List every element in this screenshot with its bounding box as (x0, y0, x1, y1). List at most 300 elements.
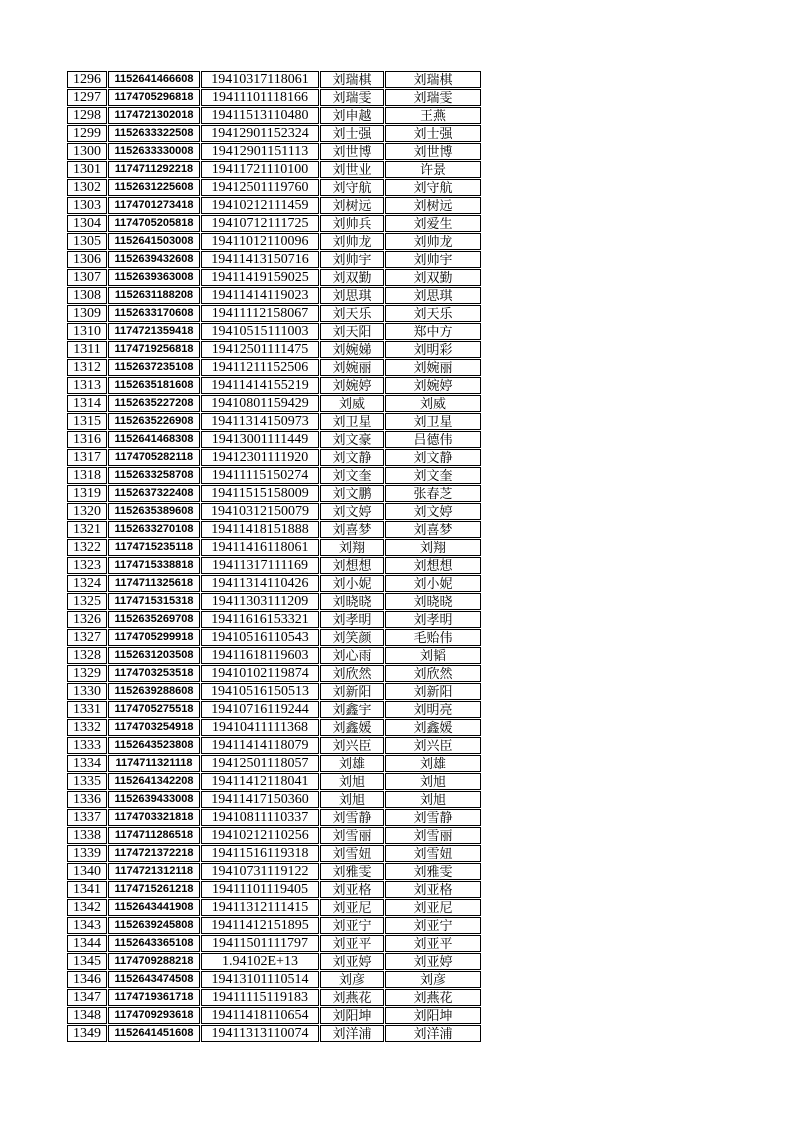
cell-second-name[interactable]: 刘翔 (385, 539, 481, 556)
cell-row-number[interactable]: 1298 (67, 107, 107, 124)
table-row (67, 269, 481, 286)
cell-name[interactable]: 刘雅雯 (320, 863, 384, 880)
cell-second-name[interactable]: 郑中方 (385, 323, 481, 340)
cell-name[interactable]: 刘雪妞 (320, 845, 384, 862)
cell-id-number[interactable]: 19412901152324 (201, 125, 319, 142)
table-row (67, 71, 481, 88)
cell-code-number[interactable]: 1152643474508 (108, 971, 200, 988)
cell-second-name[interactable]: 刘韬 (385, 647, 481, 664)
cell-code-number[interactable]: 1152639245808 (108, 917, 200, 934)
cell-second-name[interactable]: 刘洋浦 (385, 1025, 481, 1042)
cell-code-number[interactable]: 1174711321118 (108, 755, 200, 772)
cell-id-number[interactable]: 19410801159429 (201, 395, 319, 412)
cell-id-number[interactable]: 19410516110543 (201, 629, 319, 646)
cell-second-name[interactable]: 刘爱生 (385, 215, 481, 232)
cell-code-number[interactable]: 1174705296818 (108, 89, 200, 106)
cell-row-number[interactable]: 1324 (67, 575, 107, 592)
cell-code-number[interactable]: 1174709288218 (108, 953, 200, 970)
cell-code-number[interactable]: 1152635227208 (108, 395, 200, 412)
cell-row-number[interactable]: 1322 (67, 539, 107, 556)
table-row (67, 791, 481, 808)
cell-name[interactable]: 刘文豪 (320, 431, 384, 448)
cell-code-number[interactable]: 1174711325618 (108, 575, 200, 592)
cell-row-number[interactable]: 1339 (67, 845, 107, 862)
cell-second-name[interactable]: 刘彦 (385, 971, 481, 988)
cell-code-number[interactable]: 1152631203508 (108, 647, 200, 664)
cell-code-number[interactable]: 1152643365108 (108, 935, 200, 952)
cell-second-name[interactable]: 许景 (385, 161, 481, 178)
cell-code-number[interactable]: 1152639363008 (108, 269, 200, 286)
cell-id-number[interactable]: 19411618119603 (201, 647, 319, 664)
cell-row-number[interactable]: 1326 (67, 611, 107, 628)
cell-id-number[interactable]: 19411317111169 (201, 557, 319, 574)
cell-id-number[interactable]: 19411414118079 (201, 737, 319, 754)
cell-row-number[interactable]: 1296 (67, 71, 107, 88)
cell-name[interactable]: 刘双勤 (320, 269, 384, 286)
cell-name[interactable]: 刘喜梦 (320, 521, 384, 538)
cell-name[interactable]: 刘想想 (320, 557, 384, 574)
table-row (67, 143, 481, 160)
cell-row-number[interactable]: 1317 (67, 449, 107, 466)
table-row (67, 215, 481, 232)
cell-row-number[interactable]: 1318 (67, 467, 107, 484)
cell-second-name[interactable]: 刘帅龙 (385, 233, 481, 250)
cell-code-number[interactable]: 1174705282118 (108, 449, 200, 466)
cell-second-name[interactable]: 刘雄 (385, 755, 481, 772)
cell-id-number[interactable]: 19411413150716 (201, 251, 319, 268)
table-row (67, 953, 481, 970)
cell-second-name[interactable]: 刘小妮 (385, 575, 481, 592)
cell-code-number[interactable]: 1152635269708 (108, 611, 200, 628)
table-row (67, 179, 481, 196)
cell-second-name[interactable]: 刘士强 (385, 125, 481, 142)
cell-second-name[interactable]: 刘文奎 (385, 467, 481, 484)
cell-second-name[interactable]: 刘雪静 (385, 809, 481, 826)
cell-second-name[interactable]: 刘阳坤 (385, 1007, 481, 1024)
cell-id-number[interactable]: 19411516119318 (201, 845, 319, 862)
cell-second-name[interactable]: 刘文婷 (385, 503, 481, 520)
cell-code-number[interactable]: 1174711292218 (108, 161, 200, 178)
cell-id-number[interactable]: 1.94102E+13 (201, 953, 319, 970)
cell-code-number[interactable]: 1152641503008 (108, 233, 200, 250)
cell-id-number[interactable]: 19411314150973 (201, 413, 319, 430)
cell-second-name[interactable]: 刘婉婷 (385, 377, 481, 394)
cell-name[interactable]: 刘文奎 (320, 467, 384, 484)
cell-name[interactable]: 刘威 (320, 395, 384, 412)
cell-row-number[interactable]: 1334 (67, 755, 107, 772)
cell-code-number[interactable]: 1152643441908 (108, 899, 200, 916)
cell-code-number[interactable]: 1152633170608 (108, 305, 200, 322)
cell-code-number[interactable]: 1174715261218 (108, 881, 200, 898)
cell-code-number[interactable]: 1152641466608 (108, 71, 200, 88)
cell-code-number[interactable]: 1174705205818 (108, 215, 200, 232)
cell-name[interactable]: 刘亚尼 (320, 899, 384, 916)
cell-name[interactable]: 刘燕花 (320, 989, 384, 1006)
cell-name[interactable]: 刘帅兵 (320, 215, 384, 232)
cell-name[interactable]: 刘申越 (320, 107, 384, 124)
cell-name[interactable]: 刘亚平 (320, 935, 384, 952)
cell-name[interactable]: 刘旭 (320, 773, 384, 790)
cell-row-number[interactable]: 1304 (67, 215, 107, 232)
cell-code-number[interactable]: 1152637322408 (108, 485, 200, 502)
cell-code-number[interactable]: 1152633330008 (108, 143, 200, 160)
cell-row-number[interactable]: 1314 (67, 395, 107, 412)
cell-id-number[interactable]: 19410811110337 (201, 809, 319, 826)
table-row (67, 1007, 481, 1024)
table-row (67, 89, 481, 106)
cell-row-number[interactable]: 1311 (67, 341, 107, 358)
cell-name[interactable]: 刘欣然 (320, 665, 384, 682)
cell-name[interactable]: 刘小妮 (320, 575, 384, 592)
cell-name[interactable]: 刘文鹏 (320, 485, 384, 502)
table-row (67, 413, 481, 430)
cell-name[interactable]: 刘思琪 (320, 287, 384, 304)
table-row (67, 575, 481, 592)
cell-row-number[interactable]: 1310 (67, 323, 107, 340)
cell-id-number[interactable]: 19410731119122 (201, 863, 319, 880)
cell-row-number[interactable]: 1338 (67, 827, 107, 844)
cell-code-number[interactable]: 1152639433008 (108, 791, 200, 808)
cell-row-number[interactable]: 1320 (67, 503, 107, 520)
cell-id-number[interactable]: 19411418151888 (201, 521, 319, 538)
cell-second-name[interactable]: 刘思琪 (385, 287, 481, 304)
cell-code-number[interactable]: 1174721312118 (108, 863, 200, 880)
table-row (67, 521, 481, 538)
cell-code-number[interactable]: 1152633270108 (108, 521, 200, 538)
table-row (67, 125, 481, 142)
cell-id-number[interactable]: 19410102119874 (201, 665, 319, 682)
cell-id-number[interactable]: 19411211152506 (201, 359, 319, 376)
cell-second-name[interactable]: 刘瑞棋 (385, 71, 481, 88)
cell-name[interactable]: 刘士强 (320, 125, 384, 142)
cell-name[interactable]: 刘心雨 (320, 647, 384, 664)
cell-name[interactable]: 刘婉丽 (320, 359, 384, 376)
cell-row-number[interactable]: 1316 (67, 431, 107, 448)
cell-name[interactable]: 刘旭 (320, 791, 384, 808)
table-body (67, 71, 481, 1042)
cell-name[interactable]: 刘天乐 (320, 305, 384, 322)
cell-row-number[interactable]: 1329 (67, 665, 107, 682)
table-row (67, 719, 481, 736)
cell-row-number[interactable]: 1331 (67, 701, 107, 718)
cell-second-name[interactable]: 刘旭 (385, 773, 481, 790)
cell-second-name[interactable]: 毛贻伟 (385, 629, 481, 646)
cell-row-number[interactable]: 1305 (67, 233, 107, 250)
cell-name[interactable]: 刘文婷 (320, 503, 384, 520)
cell-name[interactable]: 刘守航 (320, 179, 384, 196)
cell-id-number[interactable]: 19411513110480 (201, 107, 319, 124)
cell-code-number[interactable]: 1152643523808 (108, 737, 200, 754)
cell-id-number[interactable]: 19413001111449 (201, 431, 319, 448)
cell-second-name[interactable]: 刘喜梦 (385, 521, 481, 538)
cell-code-number[interactable]: 1174705275518 (108, 701, 200, 718)
cell-row-number[interactable]: 1335 (67, 773, 107, 790)
cell-code-number[interactable]: 1174703253518 (108, 665, 200, 682)
cell-code-number[interactable]: 1152633258708 (108, 467, 200, 484)
cell-second-name[interactable]: 刘婉丽 (385, 359, 481, 376)
cell-id-number[interactable]: 19411416118061 (201, 539, 319, 556)
cell-second-name[interactable]: 刘树远 (385, 197, 481, 214)
cell-id-number[interactable]: 19411417150360 (201, 791, 319, 808)
cell-row-number[interactable]: 1303 (67, 197, 107, 214)
cell-name[interactable]: 刘文静 (320, 449, 384, 466)
cell-name[interactable]: 刘婉娣 (320, 341, 384, 358)
cell-code-number[interactable]: 1152635389608 (108, 503, 200, 520)
cell-code-number[interactable]: 1152641342208 (108, 773, 200, 790)
cell-name[interactable]: 刘亚格 (320, 881, 384, 898)
cell-name[interactable]: 刘亚婷 (320, 953, 384, 970)
cell-second-name[interactable]: 刘孝明 (385, 611, 481, 628)
cell-code-number[interactable]: 1152635226908 (108, 413, 200, 430)
cell-second-name[interactable]: 刘瑞雯 (385, 89, 481, 106)
cell-row-number[interactable]: 1332 (67, 719, 107, 736)
table-row (67, 233, 481, 250)
cell-second-name[interactable]: 刘双勤 (385, 269, 481, 286)
cell-id-number[interactable]: 19411115150274 (201, 467, 319, 484)
cell-id-number[interactable]: 19411303111209 (201, 593, 319, 610)
cell-name[interactable]: 刘鑫宇 (320, 701, 384, 718)
cell-id-number[interactable]: 19411419159025 (201, 269, 319, 286)
cell-name[interactable]: 刘翔 (320, 539, 384, 556)
cell-id-number[interactable]: 19410716119244 (201, 701, 319, 718)
cell-second-name[interactable]: 刘旭 (385, 791, 481, 808)
cell-row-number[interactable]: 1340 (67, 863, 107, 880)
cell-name[interactable]: 刘帅龙 (320, 233, 384, 250)
cell-row-number[interactable]: 1345 (67, 953, 107, 970)
cell-second-name[interactable]: 刘明亮 (385, 701, 481, 718)
cell-row-number[interactable]: 1319 (67, 485, 107, 502)
cell-id-number[interactable]: 19411418110654 (201, 1007, 319, 1024)
cell-code-number[interactable]: 1174701273418 (108, 197, 200, 214)
cell-code-number[interactable]: 1174715235118 (108, 539, 200, 556)
cell-id-number[interactable]: 19411412151895 (201, 917, 319, 934)
cell-id-number[interactable]: 19411313110074 (201, 1025, 319, 1042)
cell-code-number[interactable]: 1174719361718 (108, 989, 200, 1006)
cell-second-name[interactable]: 刘雪妞 (385, 845, 481, 862)
cell-name[interactable]: 刘亚宁 (320, 917, 384, 934)
cell-id-number[interactable]: 19410515111003 (201, 323, 319, 340)
cell-id-number[interactable]: 19411515158009 (201, 485, 319, 502)
table-row (67, 341, 481, 358)
cell-id-number[interactable]: 19410516150513 (201, 683, 319, 700)
cell-name[interactable]: 刘阳坤 (320, 1007, 384, 1024)
cell-name[interactable]: 刘瑞雯 (320, 89, 384, 106)
cell-row-number[interactable]: 1306 (67, 251, 107, 268)
table-row (67, 287, 481, 304)
cell-code-number[interactable]: 1174715338818 (108, 557, 200, 574)
cell-id-number[interactable]: 19411101119405 (201, 881, 319, 898)
cell-row-number[interactable]: 1344 (67, 935, 107, 952)
cell-name[interactable]: 刘卫星 (320, 413, 384, 430)
cell-name[interactable]: 刘孝明 (320, 611, 384, 628)
cell-code-number[interactable]: 1174715315318 (108, 593, 200, 610)
cell-name[interactable]: 刘瑞棋 (320, 71, 384, 88)
cell-second-name[interactable]: 刘雅雯 (385, 863, 481, 880)
table-row (67, 305, 481, 322)
cell-id-number[interactable]: 19411112158067 (201, 305, 319, 322)
cell-name[interactable]: 刘洋浦 (320, 1025, 384, 1042)
cell-row-number[interactable]: 1343 (67, 917, 107, 934)
cell-name[interactable]: 刘雄 (320, 755, 384, 772)
cell-code-number[interactable]: 1174703254918 (108, 719, 200, 736)
cell-row-number[interactable]: 1307 (67, 269, 107, 286)
cell-code-number[interactable]: 1152639288608 (108, 683, 200, 700)
cell-second-name[interactable]: 刘雪丽 (385, 827, 481, 844)
cell-second-name[interactable]: 刘天乐 (385, 305, 481, 322)
table-row (67, 755, 481, 772)
cell-row-number[interactable]: 1312 (67, 359, 107, 376)
cell-id-number[interactable]: 19410411111368 (201, 719, 319, 736)
cell-name[interactable]: 刘雪静 (320, 809, 384, 826)
cell-row-number[interactable]: 1313 (67, 377, 107, 394)
cell-code-number[interactable]: 1152637235108 (108, 359, 200, 376)
cell-id-number[interactable]: 19411012110096 (201, 233, 319, 250)
table-row (67, 593, 481, 610)
table-row (67, 485, 481, 502)
cell-row-number[interactable]: 1297 (67, 89, 107, 106)
cell-name[interactable]: 刘帅宇 (320, 251, 384, 268)
cell-id-number[interactable]: 19410212110256 (201, 827, 319, 844)
cell-id-number[interactable]: 19410317118061 (201, 71, 319, 88)
cell-second-name[interactable]: 刘文静 (385, 449, 481, 466)
cell-name[interactable]: 刘雪丽 (320, 827, 384, 844)
cell-id-number[interactable]: 19412501118057 (201, 755, 319, 772)
cell-name[interactable]: 刘世博 (320, 143, 384, 160)
cell-row-number[interactable]: 1346 (67, 971, 107, 988)
cell-second-name[interactable]: 刘守航 (385, 179, 481, 196)
cell-row-number[interactable]: 1337 (67, 809, 107, 826)
cell-second-name[interactable]: 刘亚尼 (385, 899, 481, 916)
cell-row-number[interactable]: 1315 (67, 413, 107, 430)
table-row (67, 809, 481, 826)
cell-row-number[interactable]: 1348 (67, 1007, 107, 1024)
cell-id-number[interactable]: 19413101110514 (201, 971, 319, 988)
cell-code-number[interactable]: 1152635181608 (108, 377, 200, 394)
cell-row-number[interactable]: 1328 (67, 647, 107, 664)
cell-id-number[interactable]: 19411414155219 (201, 377, 319, 394)
cell-name[interactable]: 刘兴臣 (320, 737, 384, 754)
cell-code-number[interactable]: 1174705299918 (108, 629, 200, 646)
cell-second-name[interactable]: 刘亚宁 (385, 917, 481, 934)
cell-second-name[interactable]: 刘威 (385, 395, 481, 412)
cell-row-number[interactable]: 1327 (67, 629, 107, 646)
table-row (67, 539, 481, 556)
cell-row-number[interactable]: 1302 (67, 179, 107, 196)
cell-code-number[interactable]: 1152639432608 (108, 251, 200, 268)
cell-second-name[interactable]: 吕德伟 (385, 431, 481, 448)
cell-code-number[interactable]: 1174709293618 (108, 1007, 200, 1024)
cell-row-number[interactable]: 1330 (67, 683, 107, 700)
cell-second-name[interactable]: 刘世博 (385, 143, 481, 160)
cell-second-name[interactable]: 刘兴臣 (385, 737, 481, 754)
cell-name[interactable]: 刘世业 (320, 161, 384, 178)
cell-id-number[interactable]: 19411501111797 (201, 935, 319, 952)
cell-row-number[interactable]: 1323 (67, 557, 107, 574)
cell-name[interactable]: 刘笑颜 (320, 629, 384, 646)
cell-id-number[interactable]: 19412501119760 (201, 179, 319, 196)
cell-second-name[interactable]: 刘新阳 (385, 683, 481, 700)
table-row (67, 773, 481, 790)
cell-row-number[interactable]: 1309 (67, 305, 107, 322)
cell-code-number[interactable]: 1174719256818 (108, 341, 200, 358)
table-row (67, 395, 481, 412)
table-row (67, 683, 481, 700)
cell-row-number[interactable]: 1300 (67, 143, 107, 160)
cell-name[interactable]: 刘天阳 (320, 323, 384, 340)
cell-code-number[interactable]: 1152641468308 (108, 431, 200, 448)
cell-id-number[interactable]: 19411101118166 (201, 89, 319, 106)
cell-second-name[interactable]: 刘亚平 (385, 935, 481, 952)
cell-code-number[interactable]: 1174711286518 (108, 827, 200, 844)
cell-id-number[interactable]: 19411721110100 (201, 161, 319, 178)
cell-name[interactable]: 刘树远 (320, 197, 384, 214)
cell-name[interactable]: 刘婉婷 (320, 377, 384, 394)
cell-code-number[interactable]: 1152631225608 (108, 179, 200, 196)
cell-row-number[interactable]: 1325 (67, 593, 107, 610)
cell-code-number[interactable]: 1174703321818 (108, 809, 200, 826)
cell-id-number[interactable]: 19411414119023 (201, 287, 319, 304)
cell-name[interactable]: 刘鑫媛 (320, 719, 384, 736)
cell-second-name[interactable]: 刘想想 (385, 557, 481, 574)
cell-code-number[interactable]: 1152633322508 (108, 125, 200, 142)
cell-name[interactable]: 刘晓晓 (320, 593, 384, 610)
cell-code-number[interactable]: 1174721359418 (108, 323, 200, 340)
cell-id-number[interactable]: 19411314110426 (201, 575, 319, 592)
cell-code-number[interactable]: 1152631188208 (108, 287, 200, 304)
cell-id-number[interactable]: 19410712111725 (201, 215, 319, 232)
cell-id-number[interactable]: 19412501111475 (201, 341, 319, 358)
cell-second-name[interactable]: 刘鑫媛 (385, 719, 481, 736)
cell-id-number[interactable]: 19412901151113 (201, 143, 319, 160)
cell-second-name[interactable]: 王燕 (385, 107, 481, 124)
cell-row-number[interactable]: 1341 (67, 881, 107, 898)
cell-name[interactable]: 刘彦 (320, 971, 384, 988)
cell-id-number[interactable]: 19411312111415 (201, 899, 319, 916)
cell-id-number[interactable]: 19411616153321 (201, 611, 319, 628)
cell-row-number[interactable]: 1342 (67, 899, 107, 916)
cell-second-name[interactable]: 刘晓晓 (385, 593, 481, 610)
cell-row-number[interactable]: 1349 (67, 1025, 107, 1042)
cell-second-name[interactable]: 刘卫星 (385, 413, 481, 430)
table-row (67, 197, 481, 214)
cell-row-number[interactable]: 1321 (67, 521, 107, 538)
cell-row-number[interactable]: 1301 (67, 161, 107, 178)
cell-row-number[interactable]: 1336 (67, 791, 107, 808)
cell-second-name[interactable]: 刘欣然 (385, 665, 481, 682)
cell-id-number[interactable]: 19411412118041 (201, 773, 319, 790)
cell-row-number[interactable]: 1308 (67, 287, 107, 304)
cell-second-name[interactable]: 刘亚格 (385, 881, 481, 898)
table-row (67, 845, 481, 862)
cell-id-number[interactable]: 19411115119183 (201, 989, 319, 1006)
cell-second-name[interactable]: 刘亚婷 (385, 953, 481, 970)
cell-id-number[interactable]: 19410212111459 (201, 197, 319, 214)
cell-row-number[interactable]: 1333 (67, 737, 107, 754)
cell-row-number[interactable]: 1299 (67, 125, 107, 142)
cell-second-name[interactable]: 刘燕花 (385, 989, 481, 1006)
cell-second-name[interactable]: 刘帅宇 (385, 251, 481, 268)
data-table (66, 70, 482, 1043)
cell-second-name[interactable]: 张春芝 (385, 485, 481, 502)
cell-code-number[interactable]: 1174721302018 (108, 107, 200, 124)
cell-name[interactable]: 刘新阳 (320, 683, 384, 700)
cell-code-number[interactable]: 1174721372218 (108, 845, 200, 862)
cell-id-number[interactable]: 19410312150079 (201, 503, 319, 520)
cell-second-name[interactable]: 刘明彩 (385, 341, 481, 358)
cell-row-number[interactable]: 1347 (67, 989, 107, 1006)
cell-code-number[interactable]: 1152641451608 (108, 1025, 200, 1042)
cell-id-number[interactable]: 19412301111920 (201, 449, 319, 466)
